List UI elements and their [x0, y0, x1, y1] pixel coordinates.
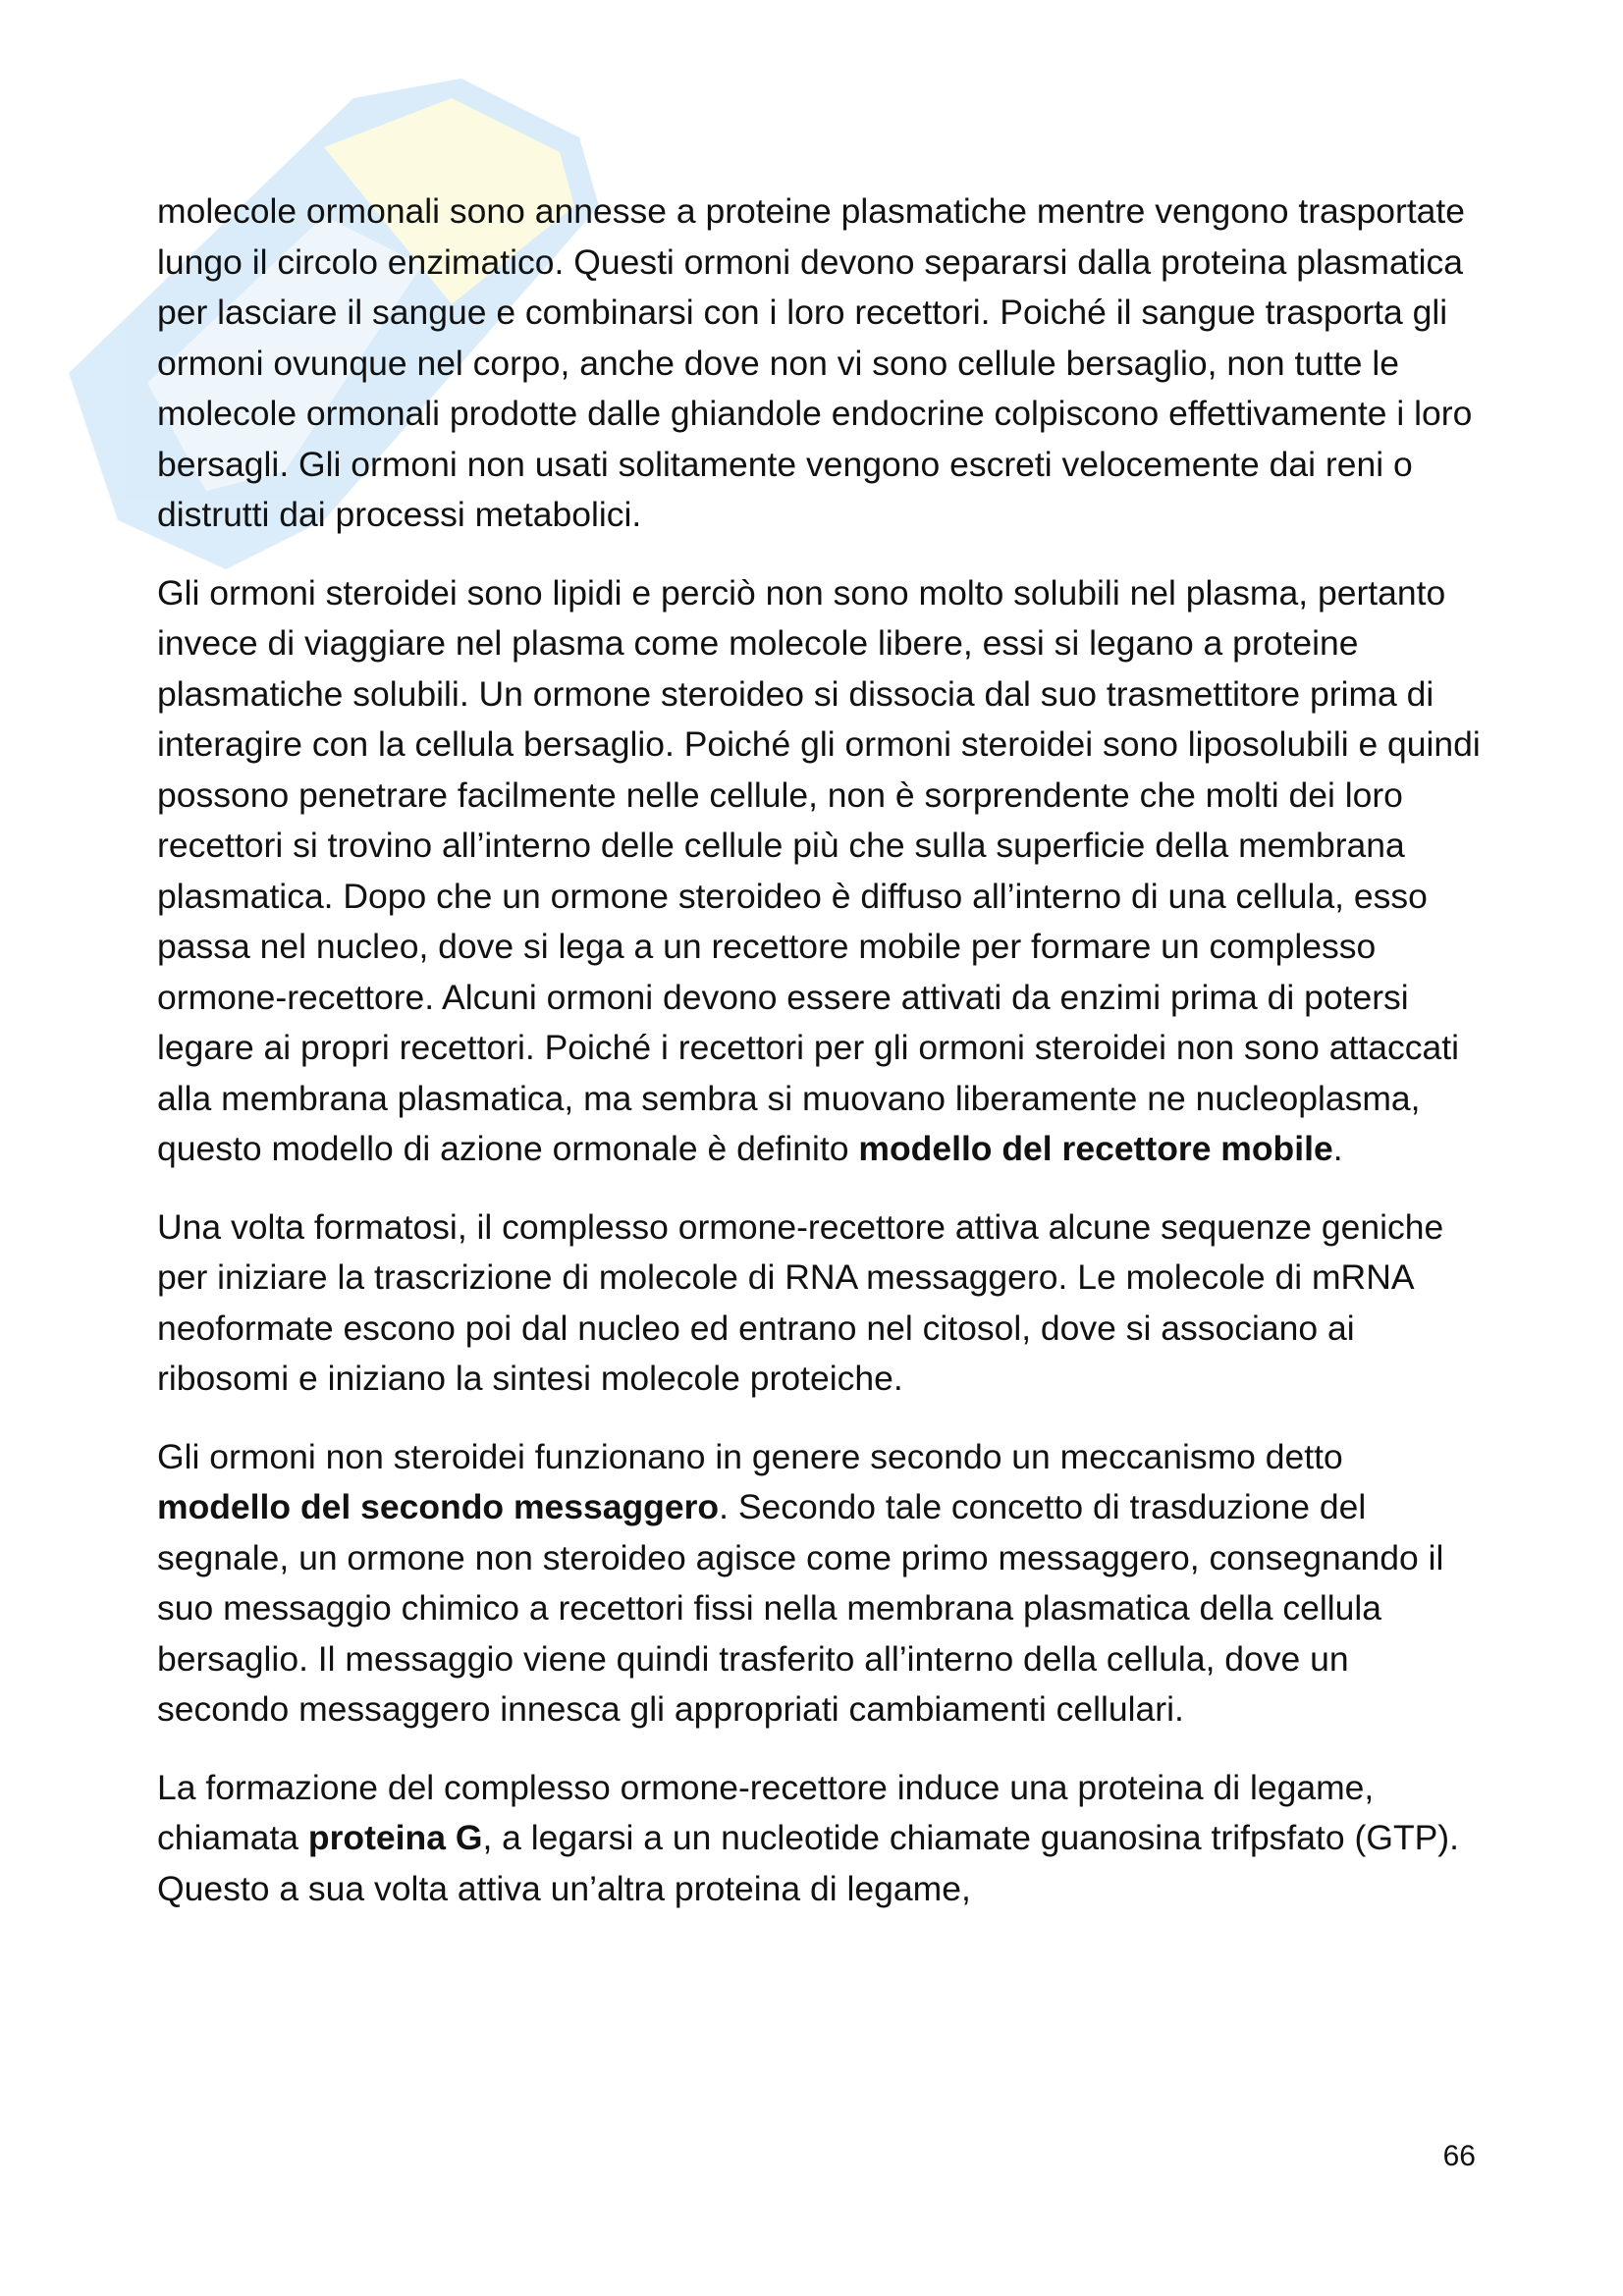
- paragraph: [157, 187, 1483, 541]
- text-segment: molecole ormonali sono annesse a proteine plasmatiche mentre vengono trasportate lungo il circolo enzimatico. Questi ormoni devono separarsi dalla proteina plasmatica per lasciare il sangue e combinarsi con i loro recettori. Poiché il sangue trasporta gli ormoni ovunque nel corpo, anche dove non vi sono cellule bersaglio, non tutte le molecole ormonali prodotte dalle ghiandole endocrine colpiscono effettivamente i loro bersagli. Gli ormoni non usati solitamente vengono escreti velocemente dai reni o distrutti dai processi metabolici.: [157, 191, 1473, 534]
- bold-term: modello del recettore mobile: [858, 1129, 1333, 1168]
- text-segment: Gli ormoni steroidei sono lipidi e perciò non sono molto solubili nel plasma, pertanto invece di viaggiare nel plasma come molecole libere, essi si legano a proteine plasmatiche solubili. Un ormone steroideo si dissocia dal suo trasmettitore prima di interagire con la cellula bersaglio. Poiché gli ormoni steroidei sono liposolubili e quindi possono penetrare facilmente nelle cellule, non è sorprendente che molti dei loro recettori si trovino all’interno delle cellule più che sulla superficie della membrana plasmatica. Dopo che un ormone steroideo è diffuso all’interno di una cellula, esso passa nel nucleo, dove si lega a un recettore mobile per formare un complesso ormone-recettore. Alcuni ormoni devono essere attivati da enzimi prima di potersi legare ai propri recettori. Poiché i recettori per gli ormoni steroidei non sono attaccati alla membrana plasmatica, ma sembra si muovano liberamente ne nucleoplasma, questo modello di azione ormonale è definito: [157, 572, 1481, 1168]
- text-segment: , a legarsi a un nucleotide chiamate guanosina trifpsfato (GTP). Questo a sua volta attiva un’altra proteina di legame,: [157, 1818, 1459, 1908]
- bold-term: modello del secondo messaggero: [157, 1487, 720, 1526]
- paragraph: [157, 1202, 1483, 1405]
- text-segment: .: [1332, 1129, 1343, 1168]
- bold-term: proteina G: [307, 1818, 483, 1857]
- paragraph: [157, 1763, 1483, 1915]
- text-segment: La formazione del complesso ormone-recettore induce una proteina di legame, chiamata: [157, 1767, 1375, 1857]
- page-number: 66: [1442, 2140, 1476, 2172]
- paragraph: [157, 1432, 1483, 1735]
- document-body: [157, 187, 1483, 1942]
- paragraph: [157, 568, 1483, 1175]
- text-segment: . Secondo tale concetto di trasduzione del segnale, un ormone non steroideo agisce come primo messaggero, consegnando il suo messaggio chimico a recettori fissi nella membrana plasmatica della cellula bersaglio. Il messaggio viene quindi trasferito all’interno della cellula, dove un secondo messaggero innesca gli appropriati cambiamenti cellulari.: [157, 1487, 1444, 1729]
- text-segment: Gli ormoni non steroidei funzionano in genere secondo un meccanismo detto: [157, 1436, 1343, 1476]
- text-segment: Una volta formatosi, il complesso ormone-recettore attiva alcune sequenze geniche per iniziare la trascrizione di molecole di RNA messaggero. Le molecole di mRNA neoformate escono poi dal nucleo ed entrano nel citosol, dove si associano ai ribosomi e iniziano la sintesi molecole proteiche.: [157, 1206, 1444, 1398]
